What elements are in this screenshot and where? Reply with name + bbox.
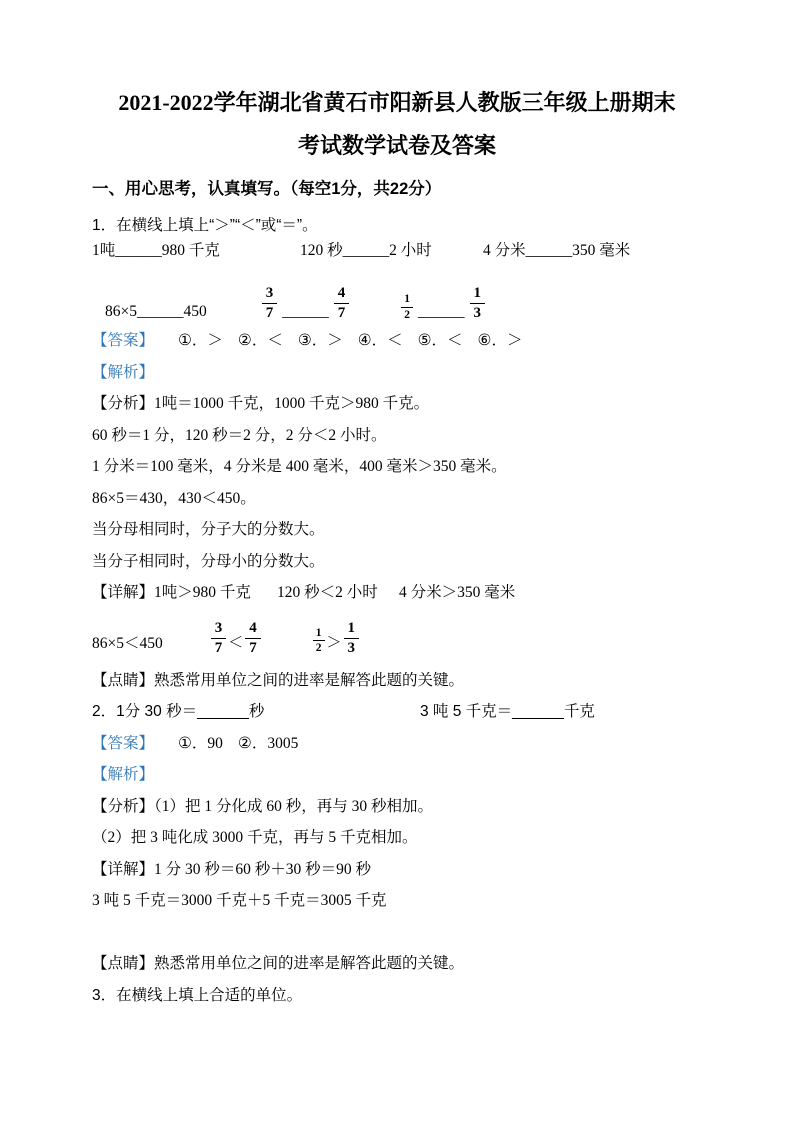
- q2-analysis-line-2: （2）把 3 吨化成 3000 千克，再与 5 千克相加。: [92, 829, 418, 846]
- fraction-numerator: 1: [313, 627, 325, 642]
- q1-fraction-row: [92, 273, 702, 321]
- fraction-denominator: 3: [347, 639, 356, 656]
- q1-analysis-line-4: 86×5＝430，430＜450。: [92, 489, 256, 507]
- q1-analysis-line-6: 当分子相同时，分母小的分数大。: [92, 552, 325, 570]
- q1-answer-item-1: ①．＞: [178, 332, 223, 349]
- q2-stem-left: 2．1分 30 秒＝______秒: [92, 703, 265, 720]
- fraction-1-3: [470, 285, 486, 321]
- q1-detail-part-2: 120 秒＜2 小时: [277, 584, 378, 601]
- q1-analysis-line-3: 1 分米＝100 毫米，4 分米是 400 毫米，400 毫米＞350 毫米。: [92, 458, 507, 475]
- q2-answer-item-2: ②．3005: [237, 734, 299, 752]
- fraction-denominator: 7: [265, 305, 274, 321]
- fraction-numerator: 1: [470, 285, 486, 304]
- q2-detail-line-2: 3 吨 5 千克＝3000 千克＋5 千克＝3005 千克: [92, 892, 387, 909]
- q1-analysis-line-2: 60 秒＝1 分，120 秒＝2 分，2 分＜2 小时。: [92, 426, 387, 444]
- fraction-numerator: 4: [334, 285, 350, 304]
- q2-jiexi-label: 【解析】: [92, 766, 155, 783]
- q2-analysis-line-1: 【分析】（1）把 1 分化成 60 秒，再与 30 秒相加。: [92, 797, 434, 815]
- document-title-line-1: 2021-2022学年湖北省黄石市阳新县人教版三年级上册期末: [118, 90, 676, 115]
- q1-answer-item-6: ⑥．＞: [477, 332, 523, 349]
- section-1-heading: 一、用心思考，认真填写。（每空1分，共22分）: [92, 180, 442, 198]
- greater-than-sign: ＞: [326, 635, 342, 651]
- q1-detail-part-1: 【详解】1吨＞980 千克: [92, 584, 251, 601]
- q1-detail-fraction-row: [92, 615, 702, 661]
- q1-answer-item-5: ⑤．＜: [417, 332, 463, 349]
- q2-detail-line-1: 【详解】1 分 30 秒＝60 秒＋30 秒＝90 秒: [92, 860, 372, 878]
- q1-answer-item-2: ②．＜: [237, 332, 283, 349]
- q1-answer-line: [92, 331, 702, 350]
- q1-compare-item-3: 4 分米______350 毫米: [483, 242, 631, 259]
- fraction-1-2: [313, 627, 325, 655]
- fraction-denominator: 3: [473, 305, 481, 321]
- fraction-numerator: 3: [262, 285, 278, 304]
- q2-dianjing-line: 【点睛】熟悉常用单位之间的进率是解答此题的关键。: [92, 955, 465, 972]
- fraction-denominator: 7: [249, 639, 257, 656]
- fraction-numerator: 1: [401, 293, 413, 308]
- q1-expression-86x5: 86×5______450: [105, 303, 207, 320]
- fraction-denominator: 7: [214, 639, 223, 656]
- q1-analysis-line-1: 【分析】1吨＝1000 千克，1000 千克＞980 千克。: [92, 395, 430, 412]
- q1-fraction-blank-2: ______: [418, 303, 465, 320]
- fraction-numerator: 3: [211, 620, 227, 639]
- q1-answer-item-4: ④．＜: [357, 332, 403, 349]
- q2-stem-right: 3 吨 5 千克＝______千克: [420, 703, 595, 720]
- fraction-denominator: 7: [337, 305, 346, 321]
- q1-detail-expression-86x5: 86×5＜450: [92, 634, 163, 652]
- fraction-1-2: [401, 293, 413, 321]
- q2-stem-row: [92, 702, 702, 721]
- less-than-sign: ＜: [228, 635, 244, 651]
- q1-jiexi-label: 【解析】: [92, 363, 155, 381]
- fraction-1-3: [344, 620, 360, 656]
- q2-answer-item-1: ①．90: [178, 734, 223, 752]
- fraction-3-7: [262, 285, 278, 321]
- q2-answer-line: [92, 734, 702, 753]
- q1-fraction-blank-1: ______: [282, 303, 329, 320]
- q1-detail-part-3: 4 分米＞350 毫米: [399, 584, 516, 601]
- q1-stem: 1．在横线上填上“＞”“＜”或“＝”。: [92, 217, 318, 234]
- answer-label: 【答案】: [92, 332, 155, 349]
- fraction-4-7: [334, 285, 350, 321]
- q1-compare-row: [92, 241, 702, 260]
- q1-detail-line: [92, 583, 702, 602]
- fraction-numerator: 1: [344, 620, 360, 639]
- fraction-denominator: 2: [315, 642, 322, 654]
- q1-compare-item-2: 120 秒______2 小时: [300, 242, 432, 259]
- fraction-3-7: [211, 620, 227, 656]
- q1-dianjing-line: 【点睛】熟悉常用单位之间的进率是解答此题的关键。: [92, 671, 465, 689]
- q3-stem: 3．在横线上填上合适的单位。: [92, 986, 303, 1004]
- answer-label: 【答案】: [92, 734, 155, 752]
- fraction-4-7: [245, 620, 261, 656]
- q1-answer-item-3: ③．＞: [297, 332, 343, 349]
- fraction-denominator: 2: [404, 308, 410, 321]
- q1-compare-item-1: 1吨______980 千克: [92, 242, 220, 259]
- q1-analysis-line-5: 当分母相同时，分子大的分数大。: [92, 521, 325, 538]
- fraction-numerator: 4: [245, 620, 261, 639]
- document-title-line-2: 考试数学试卷及答案: [297, 133, 496, 158]
